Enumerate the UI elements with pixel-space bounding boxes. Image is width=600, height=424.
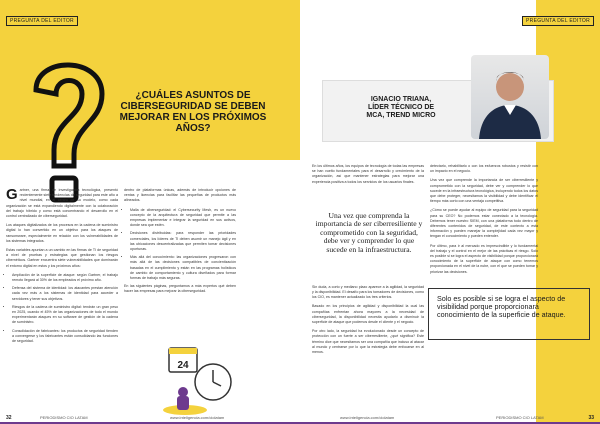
paragraph: Estas variables apuntan a un cambio en las firmas de TI de seguridad a nivel de pruebas y estrategias que gestionan los riesgos cibernéticos. Gartner encuentra siete vulnerabilidades que dominarán el entorno digital en estos y los próximos años: <box>6 248 118 268</box>
list-item: • Decisiones distribuidas: para responder las prioridades comerciales, los líderes de TI deben asumir un manejo ágil y en las ubicaciones descentralizadas que permiten tomar decisiones oportunas. <box>130 231 236 252</box>
list-item: • Más allá del conocimiento: las organizaciones progresaron con más allá de las decisiones compatibles de concientización basadas en el cumplimiento y están en las programas holísticos de cambio de comportamiento y cultura diseñados para formar formas de trabajo más seguras. <box>130 255 236 281</box>
paragraph: detectarlo, rehabilitarlo o con los esfuerzos robustos y resistir con un impacto en el negocio. <box>430 164 538 174</box>
pull-quote: Una vez que comprenda la importancia de ser ciberresiliente y comprometido con la seguridad, debe ver y comprender lo que sucede en la infraestructura. <box>315 211 423 254</box>
author-name <box>341 96 461 120</box>
list-item: • Consolidación de fabricantes: los productos de seguridad tienden a convergerse y los fabricantes están consolidando las funciones de seguridad. <box>12 329 118 345</box>
svg-text:24: 24 <box>177 360 189 371</box>
footer-publication: PERIODISMO CIO LATAM <box>496 415 544 420</box>
footer-url[interactable]: www.inteligencia.com/ciolatam <box>340 415 395 420</box>
page-number: 32 <box>6 415 12 421</box>
right-column-1 <box>312 164 424 359</box>
bullet-list <box>6 273 118 344</box>
list-item: • Defensa del sistema de identidad: los atacantes prestan atención cada vez más a los sistemas de identidad para acceder a servidores y tener sus objetivos. <box>12 286 118 302</box>
section-tag: PREGUNTA DEL EDITOR <box>522 16 594 26</box>
paragraph: Los ataques digitalizados de los procesos en la cadena de suministro digital lo han convertido en un objetivo para los ataques de ransomware, especialmente en relación con los vulnerabilidades de los sistemas integrados. <box>6 223 118 243</box>
author-photo <box>471 55 549 139</box>
author-box <box>322 80 554 142</box>
paragraph: Sin duda, a corto y mediano plazo aparece a la agilidad, la seguridad y la disponibilidad. El desafío para los tomadores de decisiones, como los CIO, es mantener actualizado los tres criterios. <box>312 284 424 300</box>
section-tag: PREGUNTA DEL EDITOR <box>6 16 78 26</box>
right-column-2 <box>430 164 538 279</box>
right-page <box>300 0 600 424</box>
author-name-line: MCA, TREND MICRO <box>366 112 436 119</box>
pull-quote: Solo es posible si se logra el aspecto de visibilidad porque proporcionará conocimiento de la superficie de ataque. <box>437 294 566 320</box>
paragraph: En las siguientes páginas, preguntamos a más expertos qué deben hacer las empresas para mejorar la ciberseguridad. <box>124 284 236 294</box>
paragraph: artner, una firma de investigación tecnológica, presentó recientemente siete tendencias de seguridad para este año a nivel mundial, en el centro de su modelo, como cada organización se está expandiendo digitalmente con la colaboración del trabajo híbrido y como está concentrando el desarrollo en el control centralizado de ciberseguridad. <box>6 188 118 219</box>
footer-publication: PERIODISMO CIO LATAM <box>40 415 88 420</box>
dropcap: G <box>6 186 18 203</box>
footer-url[interactable]: www.inteligencia.com/ciolatam <box>170 415 225 420</box>
left-column-1 <box>6 188 118 347</box>
list-item: • Riesgos de la cadena de suministro digital: tendrán un gran peso en 2025, cuando el 45% de las organizaciones de todo el mundo experimentarán ataques en su software de gestión de la cadena de suministro. <box>12 305 118 326</box>
paragraph: Por otro lado, la seguridad ha evolucionado desde un concepto de protección con un fuerte a ser ciberresiliente, ¿qué significa? Este término dice que necesitamos ser una compañía que incluso al atacar al mundo y centrarse por lo que la estrategia debe enfocarse en al menos. <box>312 329 424 355</box>
page-title: ¿CUÁLES ASUNTOS DE CIBERSEGURIDAD SE DEBEN MEJORAR EN LOS PRÓXIMOS AÑOS? <box>119 90 267 134</box>
paragraph: ¿Cómo se puede ayudar al equipo de seguridad para la seguridad para su CEO? No podemos estar conectado a la tecnología. Debemos tener nuestro SIEM, con una plataforma todo dentro de diferentes contenidos de seguridad, de este contexto a esta información y pueden manejar la complejidad cada vez mayor y tengan el conocimiento y pueden entender. <box>430 208 538 239</box>
paragraph: En los últimos años, los equipos de tecnología de todas las empresas se han vuelto fundamentales para el desarrollo y crecimiento de la organización, así que mantener estrategias para mejorar una experiencia positiva a todos los servicios de los usuarios finales. <box>312 164 424 184</box>
paragraph: Una vez que comprende la importancia de ser ciberresiliente y comprometido con la seguridad, debe ver y comprender lo que sucede en la infraestructura tecnológica, incluyendo todos los datos que debe proteger, necesitamos la visibilidad y debe identificar el tiempo más corto con una ventaja competitiva. <box>430 178 538 204</box>
paragraph: dentro de plataformas únicas, además de introducir opciones de ventas y licencias para facilitar las pequeñas de productos más alineados. <box>124 188 236 203</box>
list-item: • Malla de ciberseguridad: el Cybersecurity Mesh, es un nuevo concepto de la arquitectura de seguridad que permite a las empresas implementar e integrar la seguridad en sus activos, donde sea que estén. <box>130 208 236 229</box>
paragraph: Basado en los principios de agilidad y disponibilidad la cual las compañías enfrentan ahora mayores a la necesidad de ciberseguridad, la disponibilidad necesita ayudarlo a disminuir la superficie de ataque que podemos desde el cliente y el negocio. <box>312 304 424 325</box>
left-column-2 <box>124 188 236 299</box>
clock-calendar-illustration <box>155 330 245 420</box>
author-name-line: IGNACIO TRIANA, <box>370 96 432 103</box>
pull-quote-box <box>428 288 590 340</box>
list-item: • Ampliación de la superficie de ataque: según Gartner, el trabajo remoto llegará al 30% de los empleados el próximo año. <box>12 273 118 283</box>
page-number: 33 <box>588 415 594 421</box>
author-name-line: LÍDER TÉCNICO DE <box>367 104 435 111</box>
paragraph: Por último, para ir al mercado es imprescindible y lo fundamental del trabajo y el control en el mejor de las prácticas el riesgo. Solo es posible si se logra el aspecto de visibilidad porque proporcionará conocimiento de la superficie de ataque con como tenemos proporcionada en el nivel de la nube, con el que se pueden tomar y priorizar las decisiones. <box>430 243 538 274</box>
bullet-list <box>124 208 236 282</box>
